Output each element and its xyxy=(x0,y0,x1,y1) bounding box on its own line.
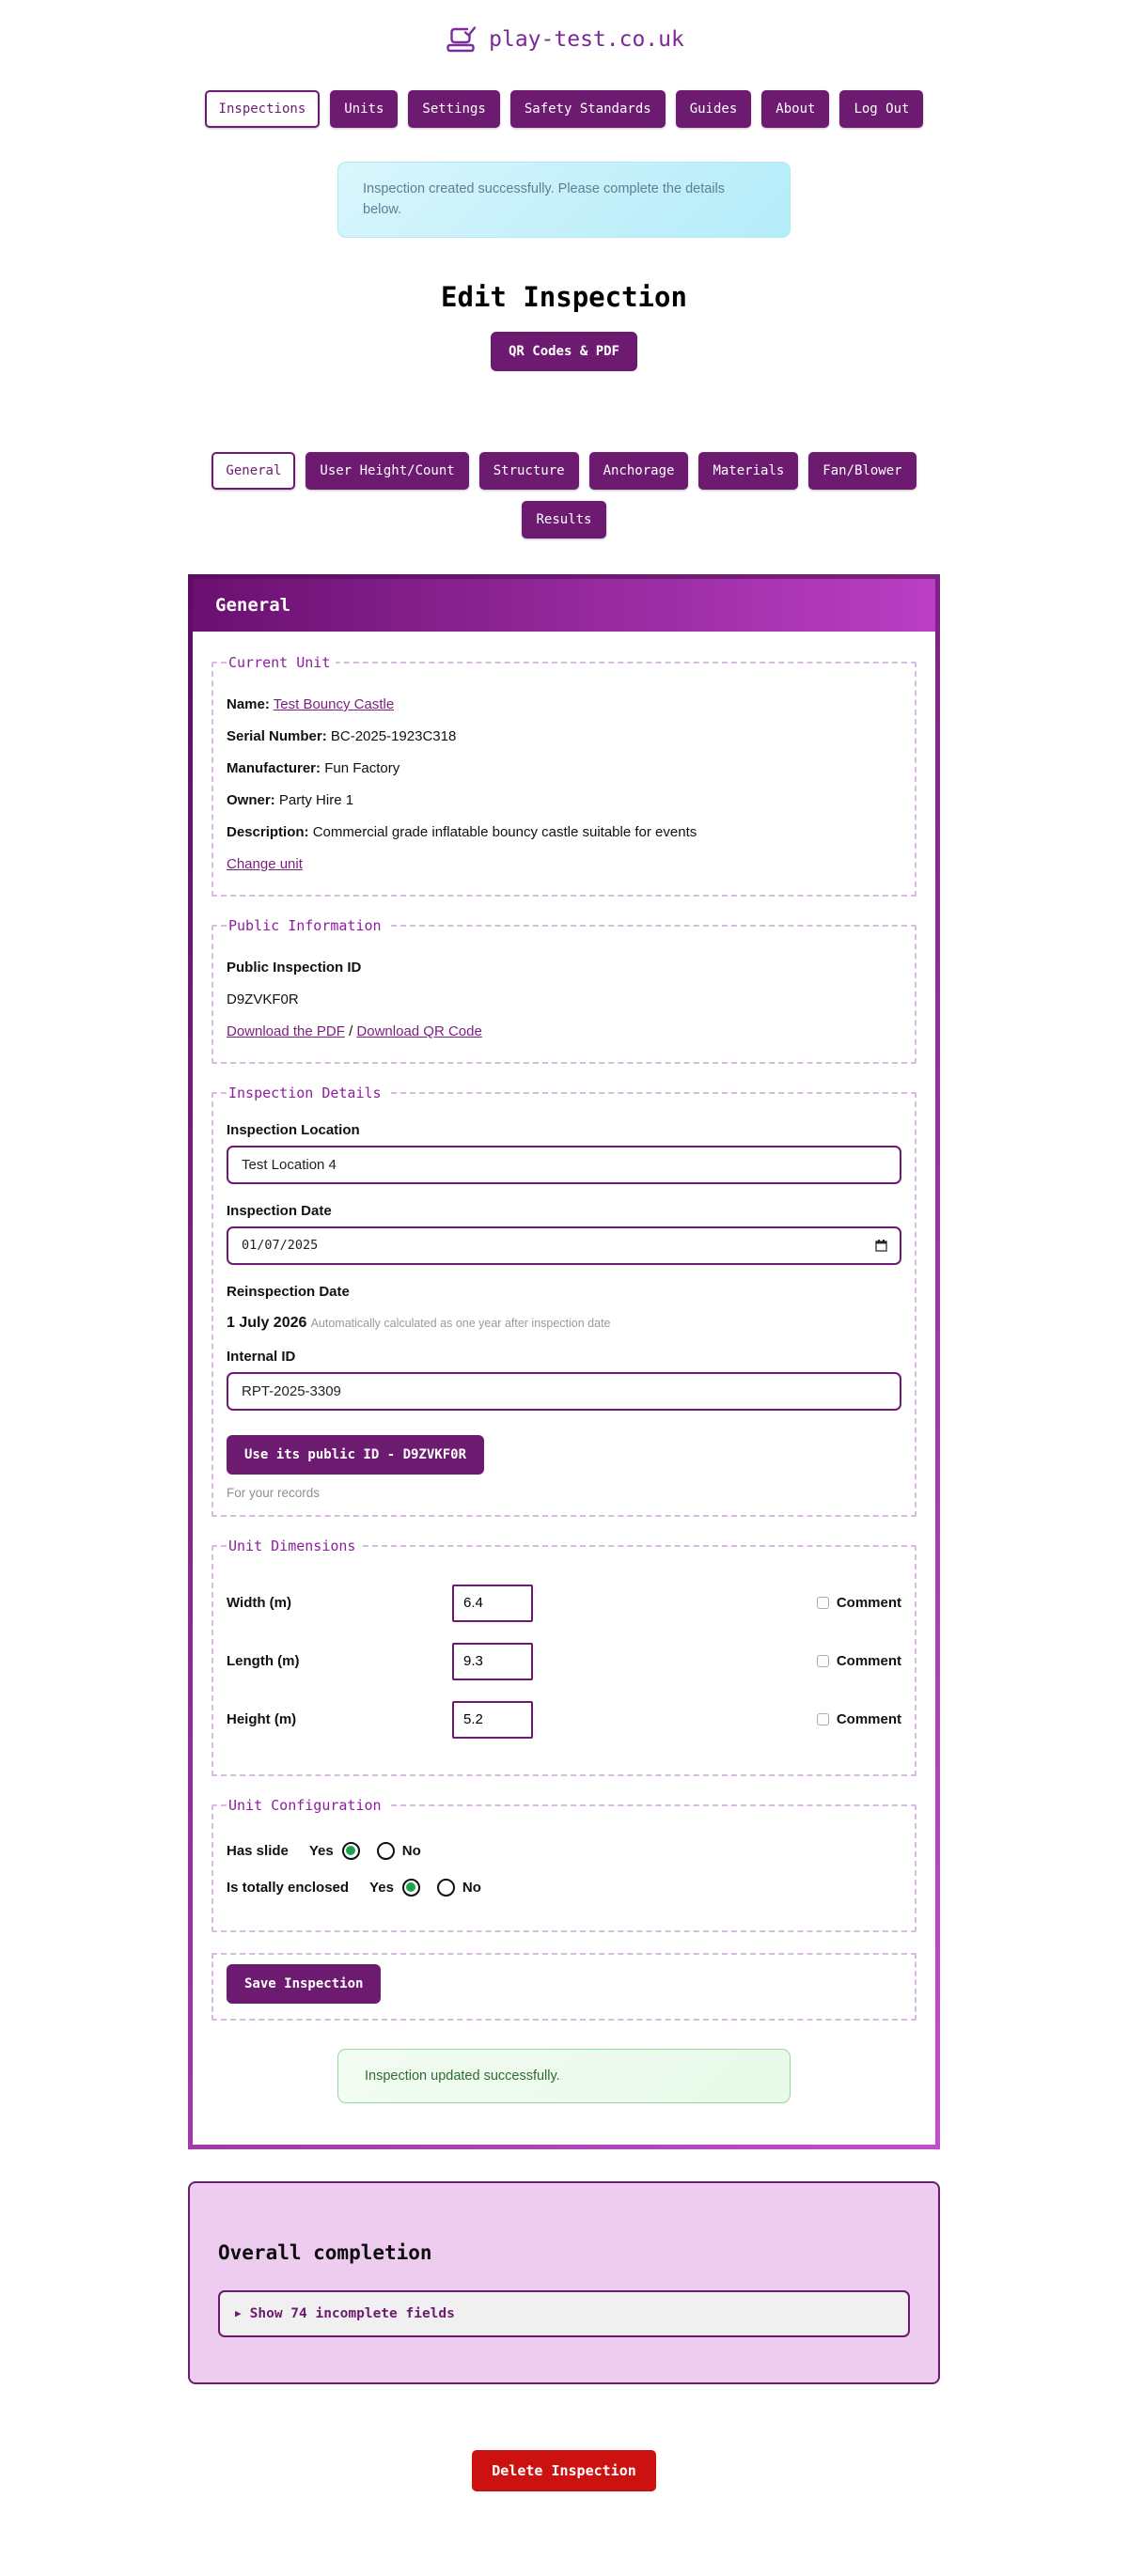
nav-item-about[interactable]: About xyxy=(761,90,829,128)
length-label: Length (m) xyxy=(227,1653,300,1670)
length-row xyxy=(227,1643,901,1680)
site-title: play-test.co.uk xyxy=(489,27,684,52)
inspection-location-label: Inspection Location xyxy=(227,1121,360,1138)
overall-completion-card xyxy=(188,2181,940,2384)
current-unit-legend: Current Unit xyxy=(228,653,331,671)
calendar-icon[interactable] xyxy=(874,1239,888,1253)
tab-user-height-count[interactable]: User Height/Count xyxy=(306,452,468,490)
height-comment-label: Comment xyxy=(836,1711,901,1728)
internal-id-input[interactable] xyxy=(227,1372,901,1411)
unit-name-link[interactable]: Test Bouncy Castle xyxy=(273,695,395,712)
reinspection-hint: Automatically calculated as one year after inspection date xyxy=(310,1316,611,1330)
unit-owner-row: Owner: Party Hire 1 xyxy=(227,791,354,808)
has-slide-label: Has slide xyxy=(227,1842,289,1859)
unit-description-row: Description: Commercial grade inflatable bouncy castle suitable for events xyxy=(227,823,697,840)
nav-item-inspections[interactable]: Inspections xyxy=(205,90,321,128)
has-slide-no-label: No xyxy=(401,1842,421,1859)
change-unit-link[interactable]: Change unit xyxy=(227,855,303,872)
height-label: Height (m) xyxy=(227,1711,297,1728)
public-information-fieldset xyxy=(212,917,916,1064)
totally-enclosed-yes-label: Yes xyxy=(369,1879,394,1896)
height-comment-checkbox[interactable] xyxy=(817,1713,829,1725)
totally-enclosed-no-label: No xyxy=(462,1879,481,1896)
width-comment-checkbox[interactable] xyxy=(817,1597,829,1609)
has-slide-yes-radio[interactable] xyxy=(342,1842,360,1860)
show-incomplete-fields-label: Show 74 incomplete fields xyxy=(249,2305,455,2321)
unit-name-row: Name: Test Bouncy Castle xyxy=(227,695,395,712)
inspection-details-fieldset xyxy=(212,1085,916,1517)
height-input[interactable] xyxy=(452,1701,533,1739)
flash-info-message: Inspection created successfully. Please complete the details below. xyxy=(337,162,791,238)
save-inspection-button[interactable]: Save Inspection xyxy=(227,1964,381,2004)
nav-item-log-out[interactable]: Log Out xyxy=(839,90,923,128)
main-nav xyxy=(205,90,924,128)
nav-item-guides[interactable]: Guides xyxy=(676,90,752,128)
inspection-date-label: Inspection Date xyxy=(227,1202,332,1219)
internal-id-label: Internal ID xyxy=(227,1348,296,1365)
length-comment-checkbox[interactable] xyxy=(817,1655,829,1667)
public-inspection-id-label: Public Inspection ID xyxy=(227,959,362,976)
length-input[interactable] xyxy=(452,1643,533,1680)
unit-serial-row: Serial Number: BC-2025-1923C318 xyxy=(227,727,457,744)
tab-materials[interactable]: Materials xyxy=(698,452,798,490)
public-inspection-id-value: D9ZVKF0R xyxy=(227,991,299,1007)
page-title: Edit Inspection xyxy=(441,280,687,313)
save-fieldset xyxy=(212,1953,916,2021)
qr-codes-pdf-button[interactable]: QR Codes & PDF xyxy=(491,332,637,371)
current-unit-fieldset xyxy=(212,654,916,897)
delete-inspection-button[interactable]: Delete Inspection xyxy=(472,2450,656,2491)
totally-enclosed-label: Is totally enclosed xyxy=(227,1879,350,1896)
records-hint: For your records xyxy=(227,1485,321,1500)
use-public-id-button[interactable]: Use its public ID - D9ZVKF0R xyxy=(227,1435,484,1475)
general-section-header: General xyxy=(193,579,935,632)
download-qr-link[interactable]: Download QR Code xyxy=(356,1023,482,1039)
tab-bar xyxy=(212,452,916,539)
site-header xyxy=(444,24,684,55)
unit-configuration-legend: Unit Configuration xyxy=(228,1796,382,1814)
reinspection-date-value: 1 July 2026 xyxy=(227,1314,307,1331)
width-row xyxy=(227,1585,901,1622)
reinspection-date-label: Reinspection Date xyxy=(227,1283,350,1300)
nav-item-settings[interactable]: Settings xyxy=(408,90,499,128)
unit-configuration-fieldset xyxy=(212,1797,916,1932)
public-information-legend: Public Information xyxy=(228,916,382,934)
height-row xyxy=(227,1701,901,1739)
length-comment-label: Comment xyxy=(836,1653,901,1670)
tab-fan-blower[interactable]: Fan/Blower xyxy=(808,452,916,490)
width-comment-label: Comment xyxy=(836,1595,901,1612)
flash-success-message: Inspection updated successfully. xyxy=(337,2049,791,2103)
tab-general[interactable]: General xyxy=(212,452,295,490)
show-incomplete-fields-toggle[interactable] xyxy=(218,2290,910,2337)
tab-results[interactable]: Results xyxy=(522,501,605,539)
reinspection-date-row xyxy=(227,1315,901,1332)
totally-enclosed-row xyxy=(227,1879,901,1897)
has-slide-no-radio[interactable] xyxy=(377,1842,395,1860)
unit-dimensions-fieldset xyxy=(212,1538,916,1776)
has-slide-row xyxy=(227,1842,901,1860)
tab-anchorage[interactable]: Anchorage xyxy=(589,452,689,490)
overall-completion-heading: Overall completion xyxy=(218,2240,432,2264)
unit-manufacturer-row: Manufacturer: Fun Factory xyxy=(227,759,400,776)
disclosure-triangle-icon: ▶ xyxy=(235,2307,242,2320)
laptop-check-icon xyxy=(444,24,479,55)
inspection-location-input[interactable] xyxy=(227,1146,901,1184)
link-separator: / xyxy=(349,1023,353,1039)
has-slide-yes-label: Yes xyxy=(308,1842,334,1859)
download-pdf-link[interactable]: Download the PDF xyxy=(227,1023,345,1039)
totally-enclosed-yes-radio[interactable] xyxy=(402,1879,420,1897)
tab-structure[interactable]: Structure xyxy=(479,452,579,490)
download-links-row xyxy=(227,1023,901,1039)
width-label: Width (m) xyxy=(227,1595,292,1612)
inspection-details-legend: Inspection Details xyxy=(228,1084,382,1101)
nav-item-safety-standards[interactable]: Safety Standards xyxy=(510,90,666,128)
general-section-card xyxy=(188,574,940,2149)
incomplete-fields-details xyxy=(218,2290,910,2337)
totally-enclosed-no-radio[interactable] xyxy=(437,1879,455,1897)
width-input[interactable] xyxy=(452,1585,533,1622)
unit-dimensions-legend: Unit Dimensions xyxy=(228,1537,356,1554)
inspection-date-input[interactable]: 01/07/2025 xyxy=(227,1226,901,1265)
nav-item-units[interactable]: Units xyxy=(330,90,398,128)
